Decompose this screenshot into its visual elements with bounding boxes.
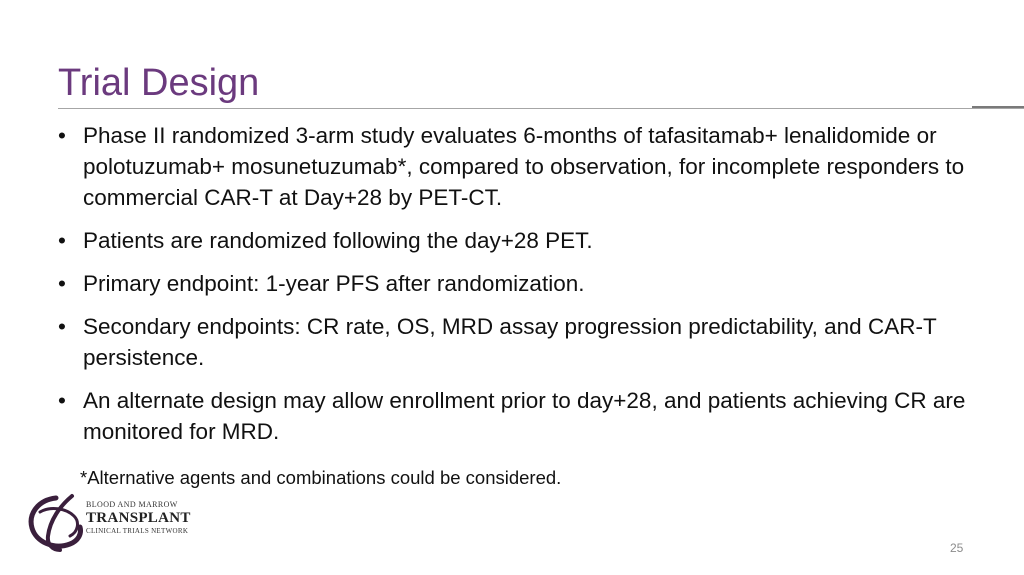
title-divider [58,108,1024,109]
bullet-item: • Patients are randomized following the day+28 PET. [58,225,988,256]
bullet-item: • An alternate design may allow enrollment prior to day+28, and patients achieving CR are monitored for MRD. [58,385,988,447]
bmt-ctn-logo [26,492,216,554]
bullet-item: • Secondary endpoints: CR rate, OS, MRD assay progression predictability, and CAR-T persistence. [58,311,988,373]
bullet-list [58,120,988,459]
page-number: 25 [950,541,964,555]
logo-swirl-icon [26,492,84,554]
slide-title: Trial Design [58,62,260,104]
logo-text-line3: CLINICAL TRIALS NETWORK [86,527,189,535]
bullet-item: • Phase II randomized 3-arm study evaluates 6-months of tafasitamab+ lenalidomide or polotuzumab+ mosunetuzumab*, compared to observation, for incomplete responders to commercial CAR-T at Day+28 by PET-CT. [58,120,988,213]
title-divider-accent [972,106,1024,108]
bullet-item: • Primary endpoint: 1-year PFS after randomization. [58,268,988,299]
logo-text-line2: TRANSPLANT [86,510,191,526]
logo-text-line1: BLOOD AND MARROW [86,500,178,509]
footnote: *Alternative agents and combinations could be considered. [80,467,562,488]
